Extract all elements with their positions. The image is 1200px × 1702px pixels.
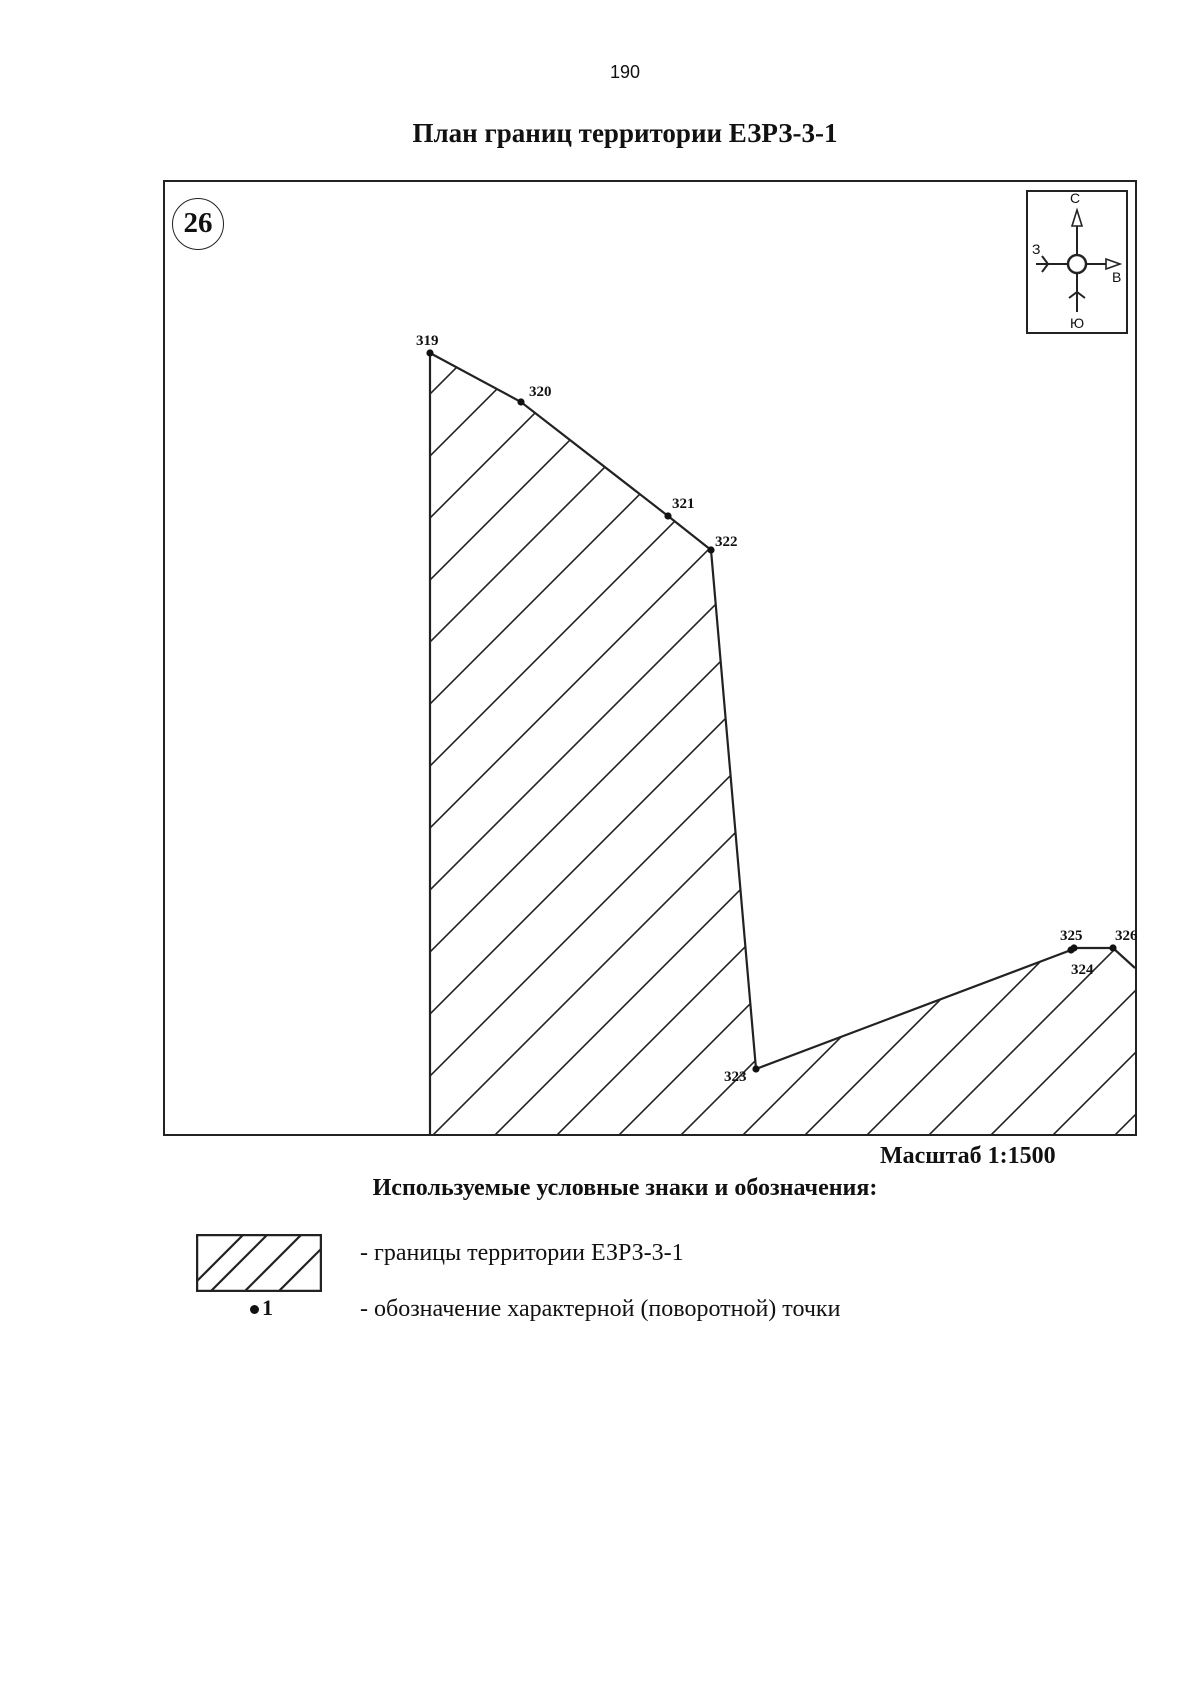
boundary-point-marker — [1070, 944, 1077, 951]
boundary-point-marker — [426, 349, 433, 356]
compass-west-label: З — [1032, 241, 1041, 257]
boundary-point-marker — [1109, 944, 1116, 951]
territory-boundary — [430, 353, 1135, 1135]
boundary-point-marker — [752, 1065, 759, 1072]
compass-south-label: Ю — [1070, 315, 1085, 331]
legend-point-symbol — [250, 1295, 273, 1321]
compass-east-label: В — [1112, 269, 1122, 285]
legend-hatch-symbol — [196, 1234, 322, 1292]
sheet-number-badge: 26 — [172, 198, 224, 250]
hatch-line — [0, 0, 762, 1300]
legend-point-label: 1 — [262, 1295, 273, 1320]
boundary-point-marker — [664, 512, 671, 519]
north-arrow — [1026, 190, 1128, 334]
boundary-point-label: 323 — [724, 1069, 747, 1085]
plan-title: План границ территории ЕЗРЗ-3-1 — [412, 118, 838, 148]
boundary-point-marker — [517, 398, 524, 405]
boundary-point-label: 324 — [1071, 962, 1094, 978]
hatch-line — [0, 0, 700, 1300]
boundary-point-label: 326 — [1115, 928, 1138, 944]
boundary-point-marker — [707, 546, 714, 553]
compass-rose-icon — [1028, 192, 1126, 332]
page-number: 190 — [609, 62, 641, 82]
boundary-point-label: 322 — [715, 534, 738, 550]
hatch-line — [20, 0, 1200, 1300]
map-scale: Масштаб 1:1500 — [880, 1143, 1056, 1169]
point-marker-icon — [250, 1305, 259, 1314]
boundary-point-label: 321 — [672, 496, 695, 512]
compass-north-label: С — [1070, 190, 1081, 206]
hatch-line — [764, 0, 1200, 1300]
boundary-point-label: 325 — [1060, 928, 1083, 944]
boundary-point-label: 319 — [416, 333, 439, 349]
legend-item-boundary: - границы территории ЕЗРЗ-3-1 — [360, 1240, 684, 1266]
legend-item-point: - обозначение характерной (поворотной) точки — [360, 1296, 841, 1322]
legend-title: Используемые условные знаки и обозначения: — [372, 1175, 878, 1201]
boundary-point-label: 320 — [529, 384, 552, 400]
hatch-line — [826, 0, 1200, 1300]
